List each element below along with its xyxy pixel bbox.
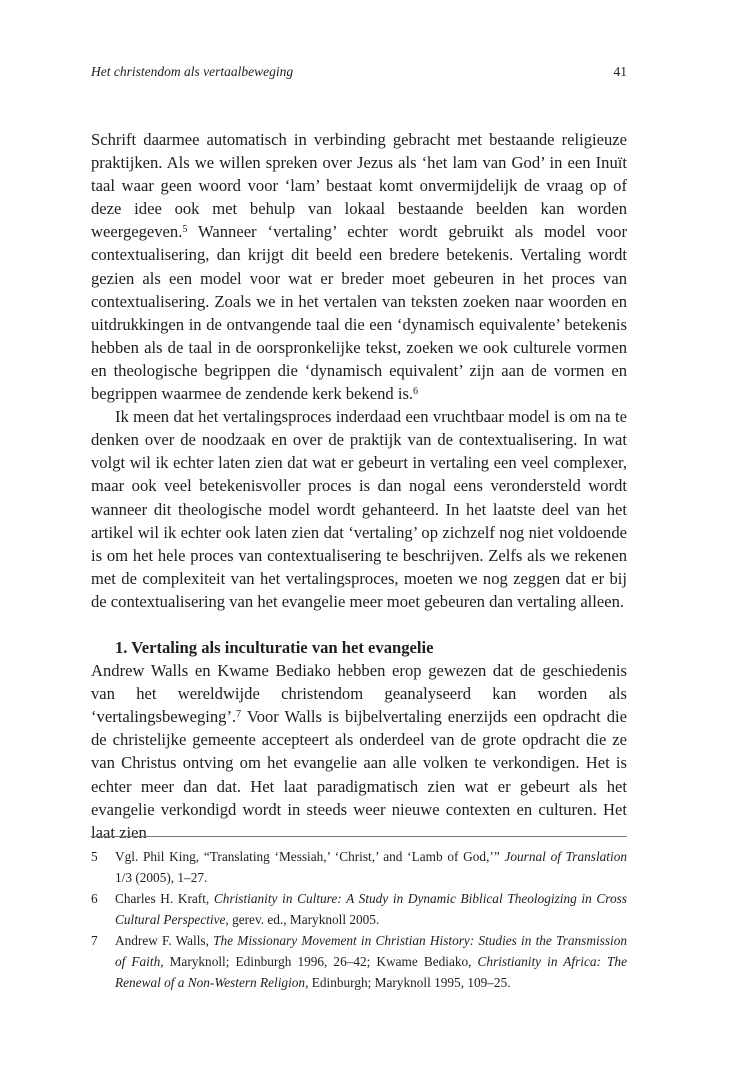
footnote-text: , gerev. ed., Maryknoll 2005. [225, 912, 380, 927]
footnote-number: 6 [91, 891, 98, 906]
footnote-text: 1/3 (2005), 1–27. [115, 870, 208, 885]
footnote-number: 5 [91, 849, 98, 864]
footnote-title: Journal of Translation [504, 849, 627, 864]
running-title: Het christendom als vertaalbeweging [91, 64, 294, 79]
footnote-title: Christianity in Africa: The Renewal of a Non-Western Religion [115, 954, 627, 990]
footnotes [91, 846, 627, 993]
page-number: 41 [613, 64, 627, 79]
footnote-title: The Missionary Movement in Christian History: Studies in the Transmission of Faith [115, 933, 627, 969]
paragraph-text: Wanneer ‘vertaling’ echter wordt gebruikt als model voor contextualisering, dan krijgt dit beeld een bredere betekenis. Vertaling wordt gezien als een model voor wat er breder moet gebeuren in het proces van contextualisering. Zoals we in het vertalen van teksten zoeken naar woorden en uitdrukkingen in de ontvangende taal die een ‘dynamisch equivalente’ betekenis hebben als de taal in de oorspronkelijke tekst, zoeken we ook culturele vormen en theologische begrippen die ‘dynamisch equivalent’ zijn aan de vormen en begrippen waarmee de zendende kerk bekend is. [91, 222, 627, 404]
footnote-title: Christianity in Culture: A Study in Dynamic Biblical Theologizing in Cross Cultural Perspective [115, 891, 627, 927]
footnote-ref[interactable]: 6 [413, 386, 419, 398]
paragraph: Ik meen dat het vertalingsproces inderdaad een vruchtbaar model is om na te denken over de noodzaak en over de praktijk van de contextualisering. In wat volgt wil ik echter laten zien dat wat er gebeurt in vertaling een veel complexer, maar ook veel betekenisvoller proces is dan nogal eens verondersteld wordt wanneer dit theologische model wordt gehanteerd. In het laatste deel van het artikel wil ik echter ook laten zien dat ‘vertaling’ op zichzelf nog niet voldoende is om het hele proces van contextualisering te beschrijven. Zelfs als we rekenen met de complexiteit van het vertalingsproces, moeten we nog zeggen dat er bij de contextualisering van het evangelie meer moet gebeuren dan vertaling alleen. [91, 407, 627, 611]
footnote-divider [91, 836, 627, 837]
footnote [91, 930, 627, 993]
footnote-number: 7 [91, 933, 98, 948]
paragraph-text: Schrift daarmee automatisch in verbinding gebracht met bestaande religieuze praktijken. Als we willen spreken over Jezus als ‘het lam van God’ in een Inuït taal waar geen woord voor ‘lam’ bestaat komt onvermijdelijk de vraag op of deze idee ook met behulp van lokaal bestaande beelden kan worden weergegeven. [91, 130, 627, 242]
footnote-text: , Maryknoll; Edinburgh 1996, 26–42; Kwame Bediako, [160, 954, 478, 969]
section-heading: 1. Vertaling als inculturatie van het evangelie [115, 637, 434, 657]
footnote [91, 888, 627, 930]
paragraph-text: Andrew Walls en Kwame Bediako hebben erop gewezen dat de geschiedenis van het wereldwijde christendom geanalyseerd kan worden als ‘vertalingsbeweging’. [91, 661, 627, 727]
paragraph-text: Voor Walls is bijbelvertaling enerzijds een opdracht die de christelijke gemeente accepteert als onderdeel van de grote opdracht die ze van Christus ontving om het evangelie aan alle volken te verkondigen. Het is echter meer dan dat. Het laat paradigmatisch zien wat er gebeurt als het evangelie verkondigd wordt in steeds weer nieuwe contexten en culturen. Het laat zien [91, 707, 627, 842]
footnote-text: Andrew F. Walls, [115, 933, 214, 948]
footnote-ref[interactable]: 5 [182, 224, 188, 236]
body-text [91, 128, 627, 844]
footnote-text: , Edinburgh; Maryknoll 1995, 109–25. [305, 975, 511, 990]
footnote [91, 846, 627, 888]
footnote-text: Charles H. Kraft, [115, 891, 214, 906]
paragraph [91, 659, 627, 844]
footnote-ref[interactable]: 7 [236, 709, 242, 721]
paragraph [91, 128, 627, 405]
footnote-text: Vgl. Phil King, “Translating ‘Messiah,’ ‘Christ,’ and ‘Lamb of God,’” [115, 849, 505, 864]
running-head [91, 62, 627, 82]
